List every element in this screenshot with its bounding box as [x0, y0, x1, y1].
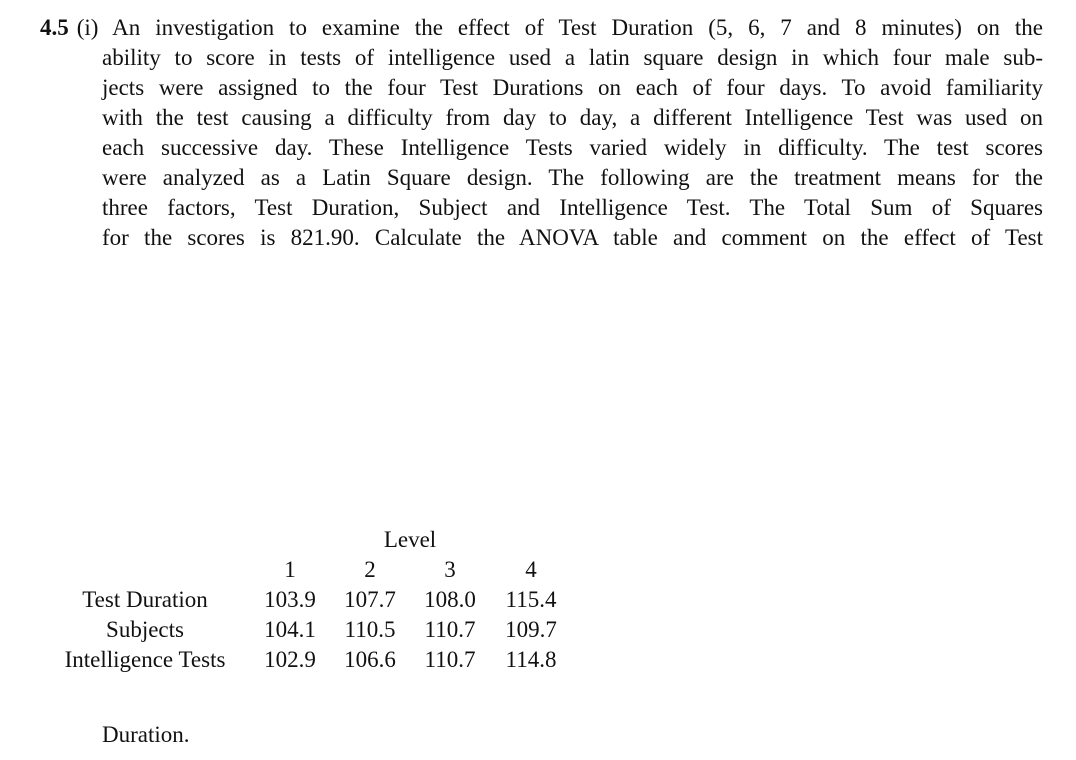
level-header: 1: [284, 557, 296, 582]
level-header: 4: [525, 557, 537, 582]
problem-line: [40, 13, 1043, 43]
table-cell: 106.6: [344, 647, 396, 672]
table-cell: 110.5: [344, 617, 396, 642]
row-label: Test Duration: [82, 587, 208, 612]
problem-line: with the test causing a difficulty from day to day, a different Intelligence Test was used on: [102, 105, 1043, 130]
table-cell: 115.4: [505, 587, 557, 612]
table-cell: 110.7: [424, 617, 476, 642]
row-label: Intelligence Tests: [64, 647, 226, 672]
level-header: 3: [444, 557, 456, 582]
row-label: Subjects: [106, 617, 184, 642]
problem-line-text: (i) An investigation to examine the effect of Test Duration (5, 6, 7 and 8 minutes) on the: [76, 15, 1043, 40]
table-cell: 104.1: [264, 617, 316, 642]
problem-line: were analyzed as a Latin Square design. The following are the treatment means for the: [102, 165, 1043, 190]
table-cell: 109.7: [505, 617, 557, 642]
table-cell: 114.8: [505, 647, 557, 672]
problem-line: for the scores is 821.90. Calculate the ANOVA table and comment on the effect of Test: [102, 225, 1043, 250]
table-header-level: Level: [383, 527, 437, 552]
table-cell: 102.9: [264, 647, 316, 672]
problem-line: each successive day. These Intelligence Tests varied widely in difficulty. The test scores: [102, 135, 1043, 160]
level-header: 2: [364, 557, 376, 582]
table-cell: 103.9: [264, 587, 316, 612]
table-cell: 108.0: [424, 587, 476, 612]
problem-continuation: Duration.: [102, 722, 190, 747]
problem-number: 4.5: [40, 15, 69, 40]
problem-line: jects were assigned to the four Test Durations on each of four days. To avoid familiarity: [102, 75, 1043, 100]
table-cell: 110.7: [424, 647, 476, 672]
table-cell: 107.7: [344, 587, 396, 612]
problem-line: three factors, Test Duration, Subject and Intelligence Test. The Total Sum of Squares: [102, 195, 1043, 220]
problem-line: ability to score in tests of intelligence used a latin square design in which four male sub-: [102, 45, 1043, 70]
